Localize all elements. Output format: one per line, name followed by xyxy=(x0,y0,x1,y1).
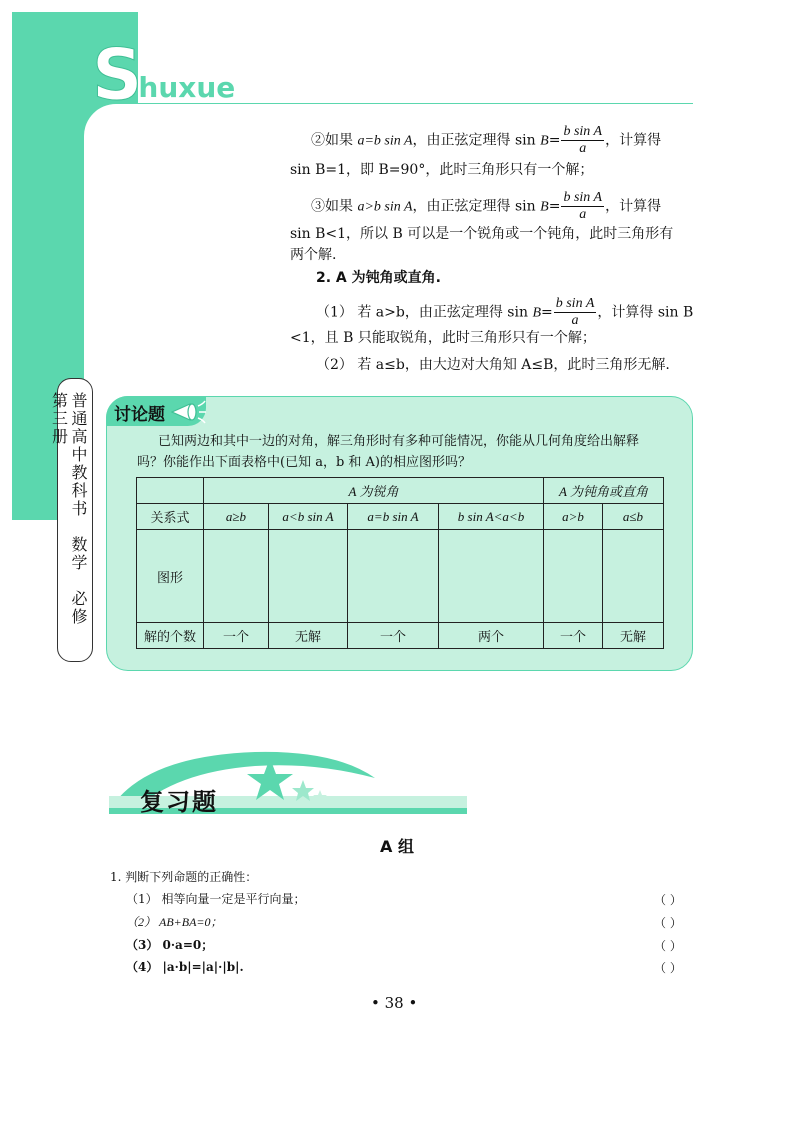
count-cell: 无解 xyxy=(269,623,348,649)
side-tab-label: 普通高中教科书 数学 必修 第三册 xyxy=(49,392,88,644)
fraction-numerator: b sin A xyxy=(563,124,603,139)
relation-cell: a≥b xyxy=(204,504,269,530)
relation-cell: a<b sin A xyxy=(269,504,348,530)
figure-cell xyxy=(269,530,348,623)
case2-line2: sin B=1，即 B=90°，此时三角形只有一个解； xyxy=(290,162,594,178)
case3-line2: sin B<1，所以 B 可以是一个锐角或一个钝角，此时三角形有 xyxy=(290,226,674,242)
solution-cases-table xyxy=(136,477,664,649)
question-item: （3） 0·a=0； xyxy=(126,938,214,952)
table-row xyxy=(137,530,664,623)
table-row xyxy=(137,623,664,649)
case3-mid: ，由正弦定理得 sin xyxy=(412,198,541,215)
megaphone-icon xyxy=(168,398,208,424)
answer-blank: （ ） xyxy=(654,893,682,907)
row-label-count: 解的个数 xyxy=(137,623,204,649)
fraction-numerator: b sin A xyxy=(563,190,603,205)
row-label-figure: 图形 xyxy=(137,530,204,623)
table-cell xyxy=(137,478,204,504)
obtuse-case2: （2） 若 a≤b，由大边对大角知 A≤B，此时三角形无解. xyxy=(316,357,670,373)
answer-blank: （ ） xyxy=(654,939,682,953)
question-item: （4） |a·b|=|a|·|b|. xyxy=(126,960,244,974)
discussion-text-line1: 已知两边和其中一边的对角，解三角形时有多种可能情况，你能从几何角度给出解释 xyxy=(158,434,640,449)
row-label-relation: 关系式 xyxy=(137,504,204,530)
figure-cell xyxy=(204,530,269,623)
fraction-numerator: b sin A xyxy=(555,296,595,311)
figure-cell xyxy=(439,530,544,623)
section-2-heading: 2. A 为钝角或直角. xyxy=(316,270,441,286)
obtuse1-prefix: （1） 若 a>b，由正弦定理得 sin xyxy=(316,304,533,321)
question-item: （1） 相等向量一定是平行向量； xyxy=(126,892,306,906)
obtuse1-calc: ，计算得 sin B xyxy=(597,304,694,321)
count-cell: 无解 xyxy=(603,623,664,649)
relation-cell: b sin A<a<b xyxy=(439,504,544,530)
table-row xyxy=(137,478,664,504)
figure-cell xyxy=(544,530,603,623)
fraction xyxy=(554,296,597,329)
group-a-heading: A 组 xyxy=(380,837,414,856)
case3-prefix: ③如果 xyxy=(311,198,358,215)
page-number: • 38 • xyxy=(371,994,418,1012)
count-cell: 两个 xyxy=(439,623,544,649)
case2-condition: a=b sin A xyxy=(357,133,413,149)
figure-cell xyxy=(603,530,664,623)
fraction-denominator: a xyxy=(579,141,587,156)
obtuse-case1-line2: <1，且 B 只能取锐角，此时三角形只有一个解； xyxy=(290,330,596,346)
case2-prefix: ②如果 xyxy=(311,132,358,149)
discussion-text-line2: 吗？你能作出下面表格中(已知 a，b 和 A)的相应图形吗？ xyxy=(137,455,472,470)
group-header-acute: A 为锐角 xyxy=(204,478,544,504)
answer-blank: （ ） xyxy=(654,961,682,975)
case2-mid: ，由正弦定理得 sin xyxy=(412,132,541,149)
case3-condition: a>b sin A xyxy=(357,199,413,215)
brand-letter: S xyxy=(92,34,143,116)
question-item: （2） AB+BA=0； xyxy=(126,915,223,929)
group-header-obtuse: A 为钝角或直角 xyxy=(544,478,664,504)
relation-cell: a>b xyxy=(544,504,603,530)
fraction xyxy=(561,124,604,157)
case3-line3: 两个解. xyxy=(290,247,337,263)
discussion-title: 讨论题 xyxy=(114,405,165,425)
count-cell: 一个 xyxy=(204,623,269,649)
fraction xyxy=(561,190,604,223)
brand-logo xyxy=(92,34,236,116)
calc-text: ，计算得 xyxy=(605,198,662,215)
brand-word: huxue xyxy=(138,71,236,104)
count-cell: 一个 xyxy=(544,623,603,649)
case3-line1: ③如果 a>b sin A，由正弦定理得 sin B= $\frac{\text{b sin A}}{a}$ ，计算得 xyxy=(311,190,662,222)
answer-blank: （ ） xyxy=(654,916,682,930)
fraction-denominator: a xyxy=(579,207,587,222)
case2-line1: ②如果 a=b sin A，由正弦定理得 sin B= $\frac{\text{b sin A}}{a}$ ，计算得 xyxy=(311,124,662,156)
review-title: 复习题 xyxy=(140,787,218,816)
table-row xyxy=(137,504,664,530)
relation-cell: a≤b xyxy=(603,504,664,530)
calc-text: ，计算得 xyxy=(605,132,662,149)
question-1: 1. 判断下列命题的正确性： xyxy=(110,870,258,884)
count-cell: 一个 xyxy=(348,623,439,649)
figure-cell xyxy=(348,530,439,623)
fraction-denominator: a xyxy=(571,313,579,328)
obtuse-case1-line1: （1） 若 a>b，由正弦定理得 sin B= $\frac{\text{b sin A}}{a}$ ，计算得 sin B xyxy=(316,296,694,328)
relation-cell: a=b sin A xyxy=(348,504,439,530)
